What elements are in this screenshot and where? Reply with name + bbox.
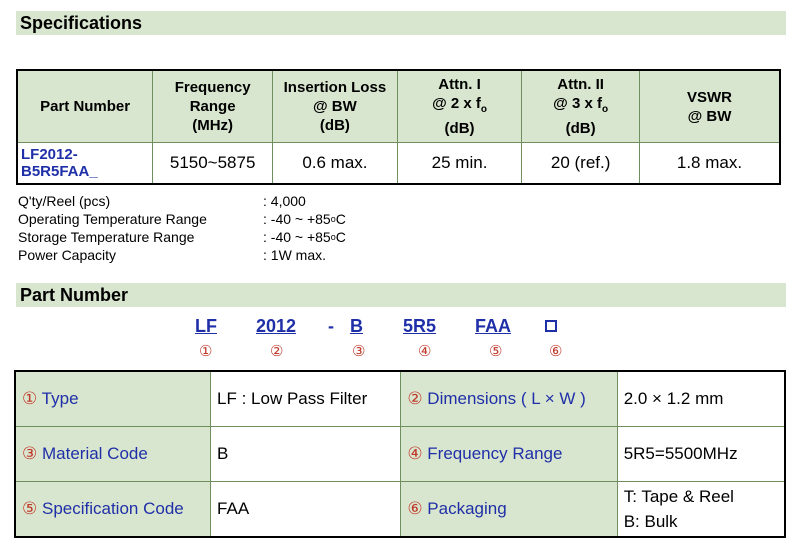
pn-row-3 (15, 482, 785, 538)
pn-num-3: ③ (352, 343, 366, 360)
pn-dimensions-label: ② Dimensions ( L × W ) (401, 371, 617, 427)
pn-num-6: ⑥ (549, 343, 563, 360)
pn-spec-code-label: ⑤ Specification Code (15, 482, 211, 538)
cell-attn-1: 25 min. (397, 143, 522, 185)
header-insertion-loss: Insertion Loss @ BW (dB) (273, 70, 398, 143)
pn-code-packaging-box (545, 320, 557, 332)
cell-frequency: 5150~5875 (153, 143, 273, 185)
pn-dimensions-value: 2.0 × 1.2 mm (617, 371, 785, 427)
pn-frequency-value: 5R5=5500MHz (617, 427, 785, 482)
header-part-number: Part Number (17, 70, 153, 143)
pn-code-material: B (350, 316, 363, 336)
pn-code-frequency: 5R5 (403, 316, 437, 336)
specifications-table (16, 69, 781, 185)
cell-part-number: LF2012- B5R5FAA_ (17, 143, 153, 185)
header-attn-2: Attn. II @ 3 x $f_o$ (dB) (522, 70, 640, 143)
pn-num-1: ① (199, 343, 213, 360)
spec-storage-temp: Storage Temperature Range : -40 ~ +85 o C (18, 229, 346, 245)
pn-packaging-label: ⑥ Packaging (401, 482, 617, 538)
spec-data-row (17, 143, 780, 185)
pn-packaging-value: T: Tape & Reel B: Bulk (617, 482, 785, 538)
part-number-table (14, 370, 786, 538)
pn-row-1 (15, 371, 785, 427)
specifications-heading: Specifications (16, 11, 786, 35)
spec-qty: Q'ty/Reel (pcs) : 4,000 (18, 193, 306, 209)
cell-vswr: 1.8 max. (639, 143, 780, 185)
pn-material-value: B (211, 427, 401, 482)
spec-header-row (17, 70, 780, 143)
pn-spec-code-value: FAA (211, 482, 401, 538)
pn-code-type: LF (195, 316, 217, 336)
pn-type-value: LF : Low Pass Filter (211, 371, 401, 427)
pn-type-label: ① Type (15, 371, 211, 427)
pn-code-dash: - (328, 316, 334, 336)
cell-attn-2: 20 (ref.) (522, 143, 640, 185)
pn-num-5: ⑤ (489, 343, 503, 360)
pn-num-4: ④ (418, 343, 432, 360)
pn-material-label: ③ Material Code (15, 427, 211, 482)
pn-code-dimensions: 2012 (256, 316, 297, 336)
spec-list (18, 192, 346, 264)
header-attn-1: Attn. I @ 2 x $f_o$ (dB) (397, 70, 522, 143)
pn-code-spec: FAA (475, 316, 511, 336)
cell-insertion-loss: 0.6 max. (273, 143, 398, 185)
part-number-heading: Part Number (16, 283, 786, 307)
header-vswr: VSWR @ BW (639, 70, 780, 143)
header-frequency: Frequency Range (MHz) (153, 70, 273, 143)
spec-power: Power Capacity : 1W max. (18, 247, 327, 263)
pn-num-2: ② (270, 343, 284, 360)
pn-frequency-label: ④ Frequency Range (401, 427, 617, 482)
pn-row-2 (15, 427, 785, 482)
spec-operating-temp: Operating Temperature Range : -40 ~ +85 o C (18, 211, 346, 227)
